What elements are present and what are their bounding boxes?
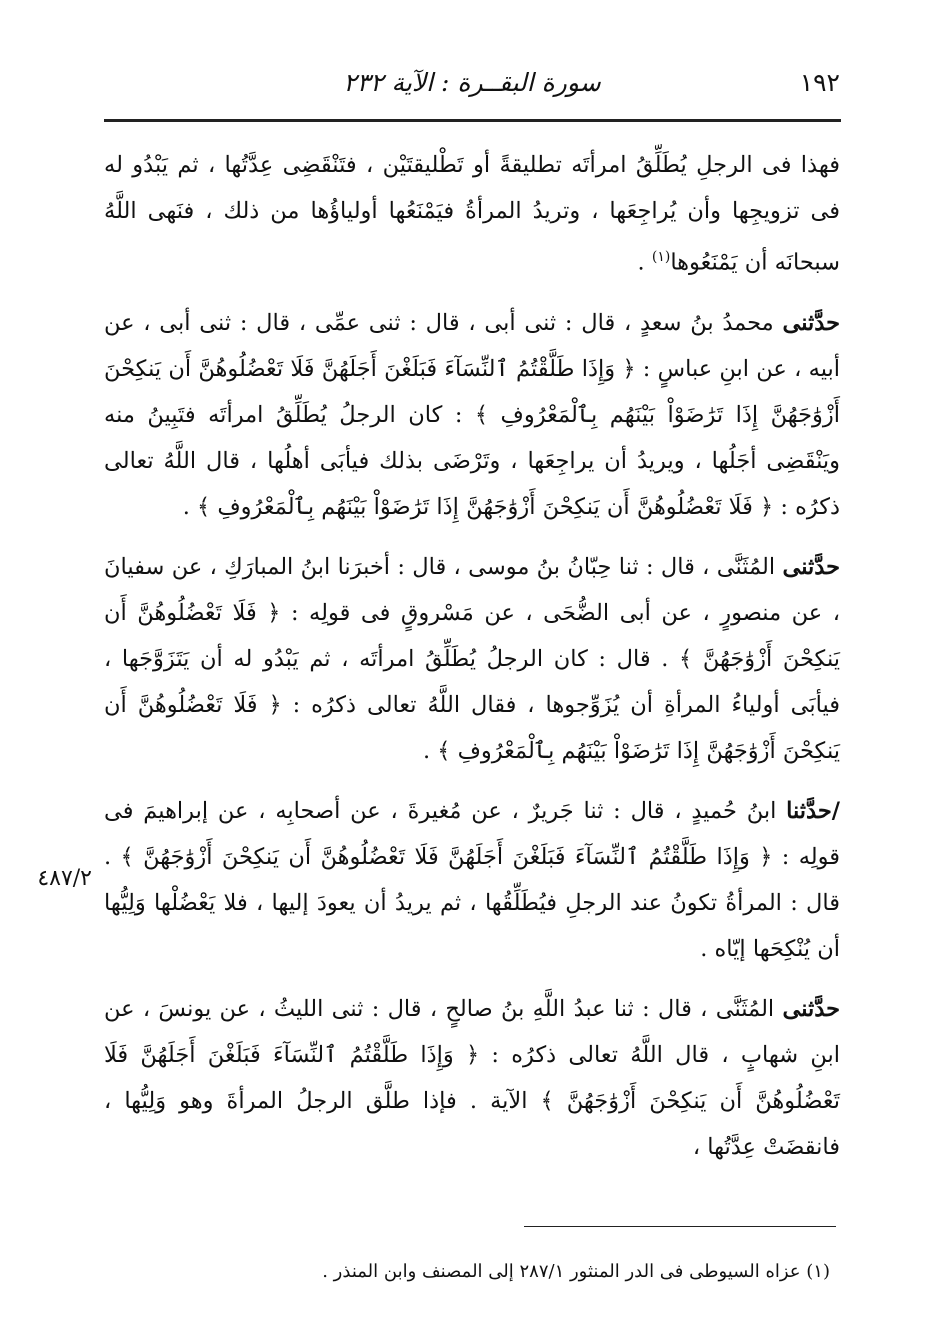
paragraph-text: فهذا فى الرجلِ يُطَلِّقُ امرأتَه تطليقةً أو تَطْليقتَيْن ، فتَنْقَضِى عِدَّتُها ، ثم يَبْدُو له فى تزويجِها وأن يُراجِعَها ، وتريدُ المرأةُ فيَمْنَعُها أولياؤُها من ذلك ، فنَهى اللَّهُ سبحانَه أن يَمْنَعُوها <box>104 152 840 276</box>
paragraph-tail: . <box>637 249 652 276</box>
isnad-lead: حدَّثنى <box>782 553 840 580</box>
paragraph-text: المُثَنَّى ، قال : ثنا حِبّانُ بنُ موسى ، قال : أخبرَنا ابنُ المبارَكِ ، عن سفيانَ ، عن منصورٍ ، عن أبى الضُّحَى ، عن مَسْروقٍ فى قولِه : ﴿ فَلَا تَعْضُلُوهُنَّ أَن يَنكِحْنَ أَزْوَٰجَهُنَّ ﴾ . قال : كان الرجلُ يُطَلِّقُ امرأتَه ، ثم يَبْدُو له أن يَتَزَوَّجَها ، فيأبَى أولياءُ المرأةِ أن يُزَوِّجوها ، فقال اللَّهُ تعالى ذكرُه : ﴿ فَلَا تَعْضُلُوهُنَّ أَن يَنكِحْنَ أَزْوَٰجَهُنَّ إِذَا تَرَٰضَوْاْ بَيْنَهُم بِٱلْمَعْرُوفِ ﴾ . <box>104 553 840 764</box>
paragraph-2 <box>104 300 840 530</box>
paragraph-text: ابنُ حُميدٍ ، قال : ثنا جَريرٌ ، عن مُغيرةَ ، عن أصحابِه ، عن إبراهيمَ فى قولِه : ﴿ وَإِذَا طَلَّقْتُمُ ٱلنِّسَآءَ فَبَلَغْنَ أَجَلَهُنَّ فَلَا تَعْضُلُوهُنَّ أَن يَنكِحْنَ أَزْوَٰجَهُنَّ ﴾ . قال : المرأةُ تكونُ عند الرجلِ فيُطَلِّقُها ، ثم يريدُ أن يعودَ إليها ، فلا يَعْضُلْها وَلِيُّها أن يُنْكِحَها إيّاه . <box>104 797 840 962</box>
running-title: سورة البقــرة : الآية ٢٣٢ <box>343 68 601 97</box>
margin-volume-reference: ٤٨٧/٢ <box>37 866 92 891</box>
main-text <box>104 142 840 1184</box>
paragraph-text: محمدُ بنُ سعدٍ ، قال : ثنى أبى ، قال : ثنى عمِّى ، قال : ثنى أبى ، عن أبيه ، عن ابنِ عباسٍ : ﴿ وَإِذَا طَلَّقْتُمُ ٱلنِّسَآءَ فَبَلَغْنَ أَجَلَهُنَّ فَلَا تَعْضُلُوهُنَّ أَن يَنكِحْنَ أَزْوَٰجَهُنَّ إِذَا تَرَٰضَوْاْ بَيْنَهُم بِٱلْمَعْرُوفِ ﴾ : كان الرجلُ يُطَلِّقُ امرأتَه فتَبِينُ منه ويَنْقَضِى أجَلُها ، ويريدُ أن يراجِعَها ، وتَرْضَى بذلك فيأبَى أهلُها ، قال اللَّهُ تعالى ذكرُه : ﴿ فَلَا تَعْضُلُوهُنَّ أَن يَنكِحْنَ أَزْوَٰجَهُنَّ إِذَا تَرَٰضَوْاْ بَيْنَهُم بِٱلْمَعْرُوفِ ﴾ . <box>104 309 840 520</box>
paragraph-text: المُثَنَّى ، قال : ثنا عبدُ اللَّهِ بنُ صالحٍ ، قال : ثنى الليثُ ، عن يونسَ ، عن ابنِ شهابٍ ، قال اللَّهُ تعالى ذكرُه : ﴿ وَإِذَا طَلَّقْتُمُ ٱلنِّسَآءَ فَبَلَغْنَ أَجَلَهُنَّ فَلَا تَعْضُلُوهُنَّ أَن يَنكِحْنَ أَزْوَٰجَهُنَّ ﴾ الآية . فإذا طلَّق الرجلُ المرأةَ وهو وَلِيُّها ، فانقضَتْ عِدَّتُها ، <box>104 995 840 1160</box>
footnote-rule <box>524 1226 836 1227</box>
page-number: ١٩٢ <box>799 68 840 97</box>
isnad-lead: /حدَّثنا <box>786 797 840 824</box>
page-header <box>104 68 840 108</box>
paragraph-3 <box>104 544 840 774</box>
paragraph-4 <box>104 788 840 972</box>
footnote-marker: (١) <box>651 249 671 265</box>
isnad-lead: حدَّثنى <box>782 995 840 1022</box>
paragraph-5 <box>104 986 840 1170</box>
isnad-lead: حدَّثنى <box>782 309 840 336</box>
paragraph-1 <box>104 142 840 286</box>
header-rule <box>104 119 841 122</box>
footnote: (١) عزاه السيوطى فى الدر المنثور ٢٨٧/١ إلى المصنف وابن المنذر . <box>322 1261 830 1282</box>
